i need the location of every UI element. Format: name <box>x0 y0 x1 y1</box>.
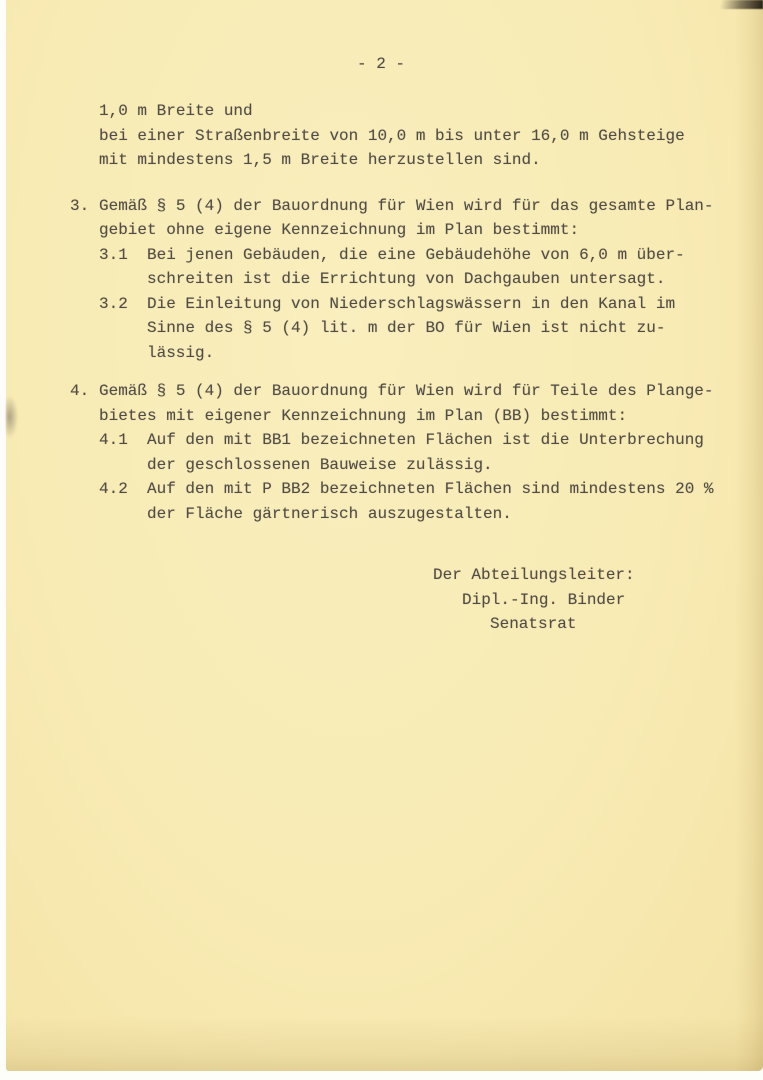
text-line: Auf den mit BB1 bezeichneten Flächen ist die Unterbrechung <box>147 431 704 449</box>
scan-corner-smudge <box>721 0 763 9</box>
scan-edge-smudge <box>6 396 18 438</box>
text-line: 1,0 m Breite und <box>99 102 253 120</box>
signature-name: Dipl.-Ing. Binder <box>462 590 626 609</box>
text-line: lässig. <box>147 343 215 362</box>
list-subitem-number: 3.2 <box>99 294 128 313</box>
text-line: Gemäß § 5 (4) der Bauordnung für Wien wird für Teile des Plange- <box>99 382 714 400</box>
list-subitem-3-1 <box>99 243 735 292</box>
list-item-3 <box>70 194 735 366</box>
document-body <box>70 99 735 526</box>
list-subitem-number: 4.1 <box>99 431 128 449</box>
list-subitem-4-2 <box>99 477 735 526</box>
text-line: schreiten ist die Errichtung von Dachgauben untersagt. <box>147 270 666 288</box>
list-subitem-number: 4.2 <box>99 480 128 498</box>
text-line: Bei jenen Gebäuden, die eine Gebäudehöhe von 6,0 m über- <box>147 245 685 264</box>
text-line: der geschlossenen Bauweise zulässig. <box>147 455 493 474</box>
page-number: - 2 - <box>357 55 406 73</box>
text-line: Sinne des § 5 (4) lit. m der BO für Wien ist nicht zu- <box>147 319 666 337</box>
list-item-number: 4. <box>70 382 90 400</box>
text-line: Auf den mit P BB2 bezeichneten Flächen sind mindestens 20 % <box>147 480 714 498</box>
list-subitem-number: 3.1 <box>99 245 128 264</box>
text-line: gebiet ohne eigene Kennzeichnung im Plan bestimmt: <box>99 221 580 239</box>
signature-rank: Senatsrat <box>490 615 577 633</box>
text-line: der Fläche gärtnerisch auszugestalten. <box>147 504 512 523</box>
list-subitem-4-1 <box>99 428 735 477</box>
text-line: bietes mit eigener Kennzeichnung im Plan (BB) bestimmt: <box>99 406 628 425</box>
list-item-4 <box>70 379 735 526</box>
signature-title: Der Abteilungsleiter: <box>433 566 635 584</box>
text-line: mit mindestens 1,5 m Breite herzustellen sind. <box>99 151 541 169</box>
signature-block <box>433 563 635 637</box>
list-subitem-3-2 <box>99 292 735 366</box>
text-line: bei einer Straßenbreite von 10,0 m bis unter 16,0 m Gehsteige <box>99 126 685 145</box>
text-line: Die Einleitung von Niederschlagswässern in den Kanal im <box>147 294 676 313</box>
paragraph-continuation <box>70 99 735 173</box>
list-item-number: 3. <box>70 196 90 215</box>
text-line: Gemäß § 5 (4) der Bauordnung für Wien wird für das gesamte Plan- <box>99 196 714 215</box>
